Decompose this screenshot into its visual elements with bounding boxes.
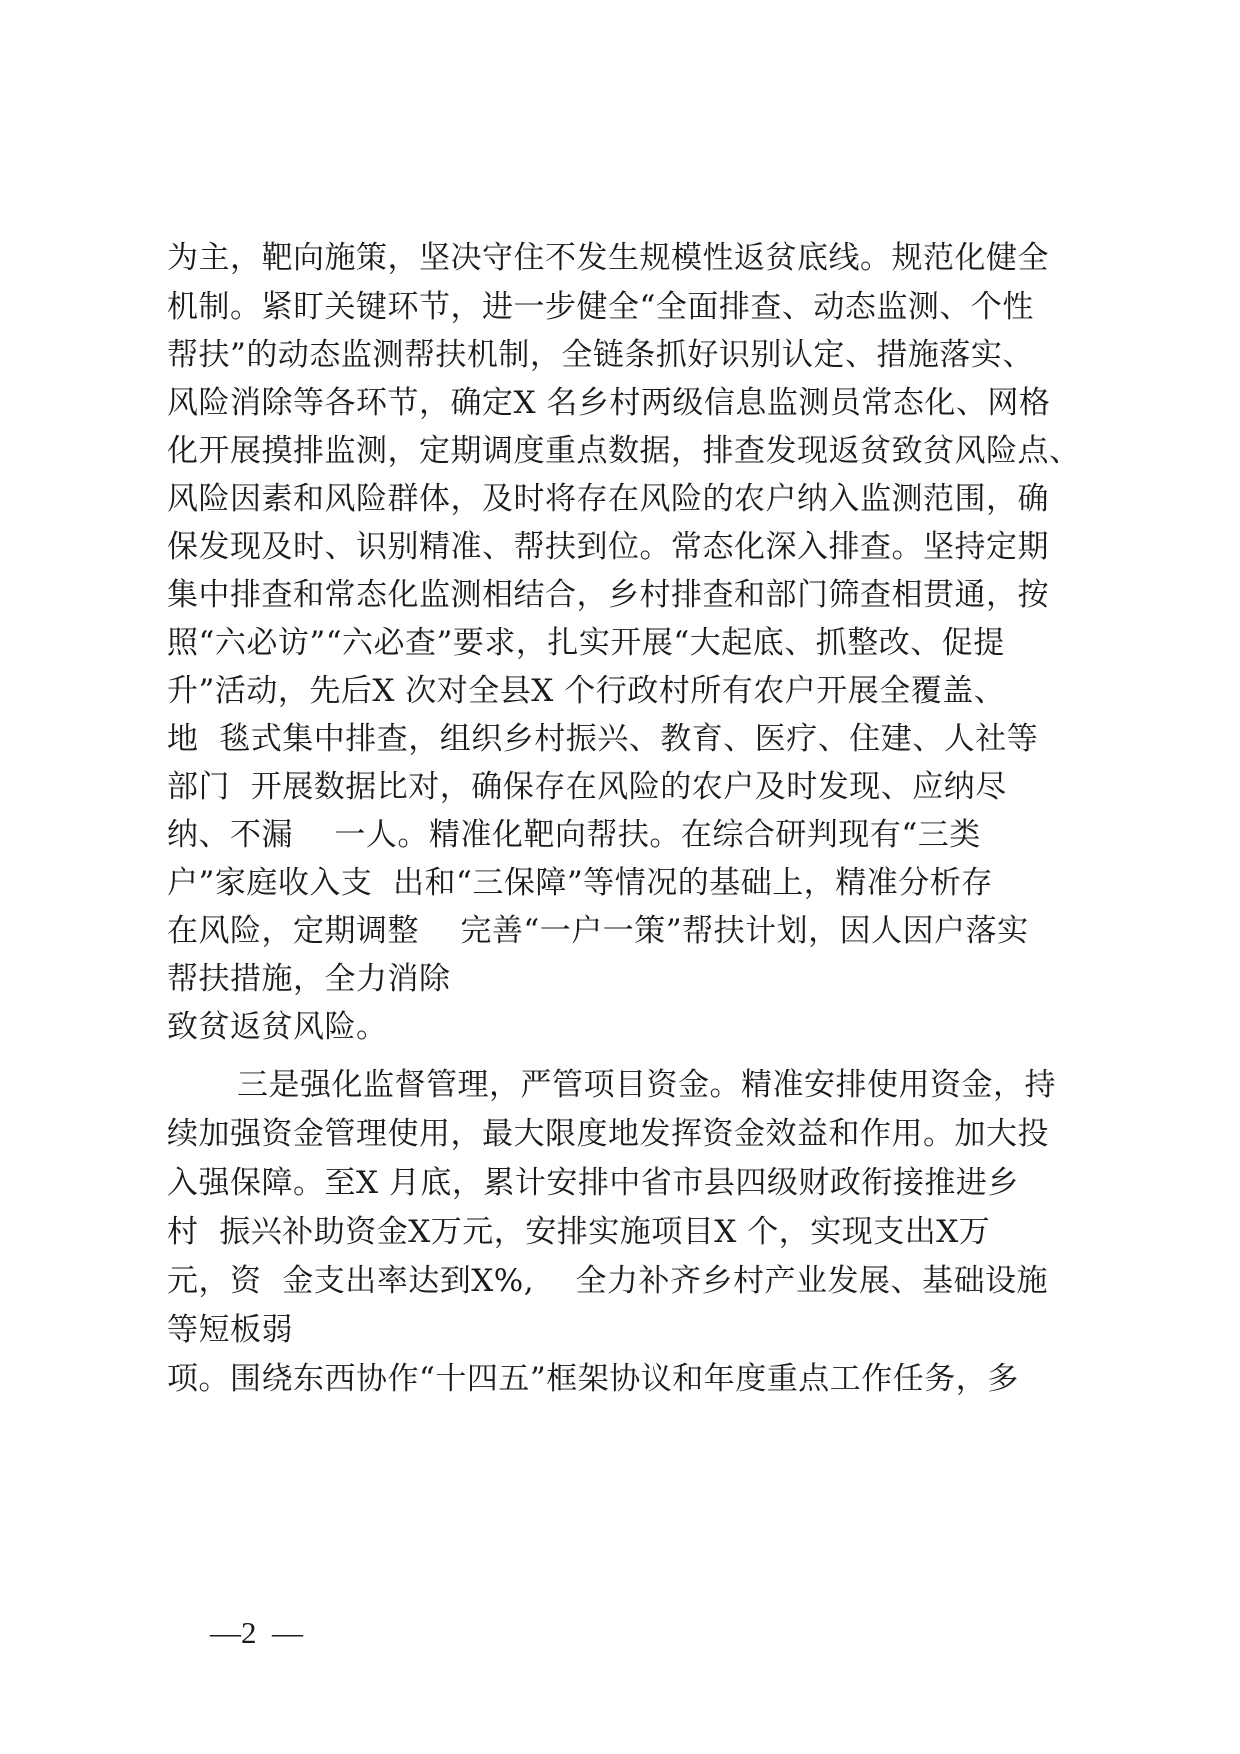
body-text-line: 保发现及时、识别精准、帮扶到位。常态化深入排查。坚持定期 bbox=[167, 529, 1049, 565]
body-text-line: 风险因素和风险群体，及时将存在风险的农户纳入监测范围，确 bbox=[167, 481, 1049, 517]
paragraph-first-line: 三是强化监督管理，严管项目资金。精准安排使用资金，持 bbox=[237, 1067, 1056, 1103]
body-text-line: 入强保障。至X 月底，累计安排中省市县四级财政衔接推进乡 bbox=[167, 1165, 1019, 1201]
body-text-line: 户”家庭收入支 出和“三保障”等情况的基础上，精准分析存 bbox=[167, 865, 993, 901]
body-text-line: 元，资 金支出率达到X%, 全力补齐乡村产业发展、基础设施 bbox=[167, 1263, 1049, 1299]
body-text-line: 等短板弱 bbox=[167, 1312, 293, 1348]
body-text-line: 化开展摸排监测，定期调度重点数据，排查发现返贫致贫风险点、 bbox=[167, 433, 1081, 469]
body-text-line: 集中排查和常态化监测相结合，乡村排查和部门筛查相贯通，按 bbox=[167, 577, 1049, 613]
body-text-line: 地 毯式集中排查，组织乡村振兴、教育、医疗、住建、人社等 bbox=[167, 721, 1039, 757]
body-text-line: 村 振兴补助资金X万元，安排实施项目X 个，实现支出X万 bbox=[167, 1214, 991, 1250]
body-text-line: 升”活动，先后X 次对全县X 个行政村所有农户开展全覆盖、 bbox=[167, 673, 1006, 709]
body-text-line: 机制。紧盯关键环节，进一步健全“全面排查、动态监测、个性 bbox=[167, 289, 1034, 325]
body-text-line: 纳、不漏 一人。精准化靶向帮扶。在综合研判现有“三类 bbox=[167, 817, 981, 853]
body-text-line: 照“六必访”“六必查”要求，扎实开展“大起底、抓整改、促提 bbox=[167, 625, 1005, 661]
body-text-line: 续加强资金管理使用，最大限度地发挥资金效益和作用。加大投 bbox=[167, 1116, 1049, 1152]
body-text-line: 帮扶措施，全力消除 bbox=[167, 961, 451, 997]
body-text-line: 项。围绕东西协作“十四五”框架协议和年度重点工作任务，多 bbox=[167, 1361, 1019, 1397]
page-number: —2 — bbox=[210, 1615, 303, 1650]
body-text-line: 致贫返贫风险。 bbox=[167, 1009, 388, 1045]
body-text-line: 风险消除等各环节，确定X 名乡村两级信息监测员常态化、网格 bbox=[167, 385, 1051, 421]
body-text-line: 为主，靶向施策，坚决守住不发生规模性返贫底线。规范化健全 bbox=[167, 240, 1049, 276]
body-text-line: 在风险，定期调整 完善“一户一策”帮扶计划，因人因户落实 bbox=[167, 913, 1029, 949]
body-text-line: 帮扶”的动态监测帮扶机制，全链条抓好识别认定、措施落实、 bbox=[167, 337, 1034, 373]
body-text-line: 部门 开展数据比对，确保存在风险的农户及时发现、应纳尽 bbox=[167, 769, 1007, 805]
